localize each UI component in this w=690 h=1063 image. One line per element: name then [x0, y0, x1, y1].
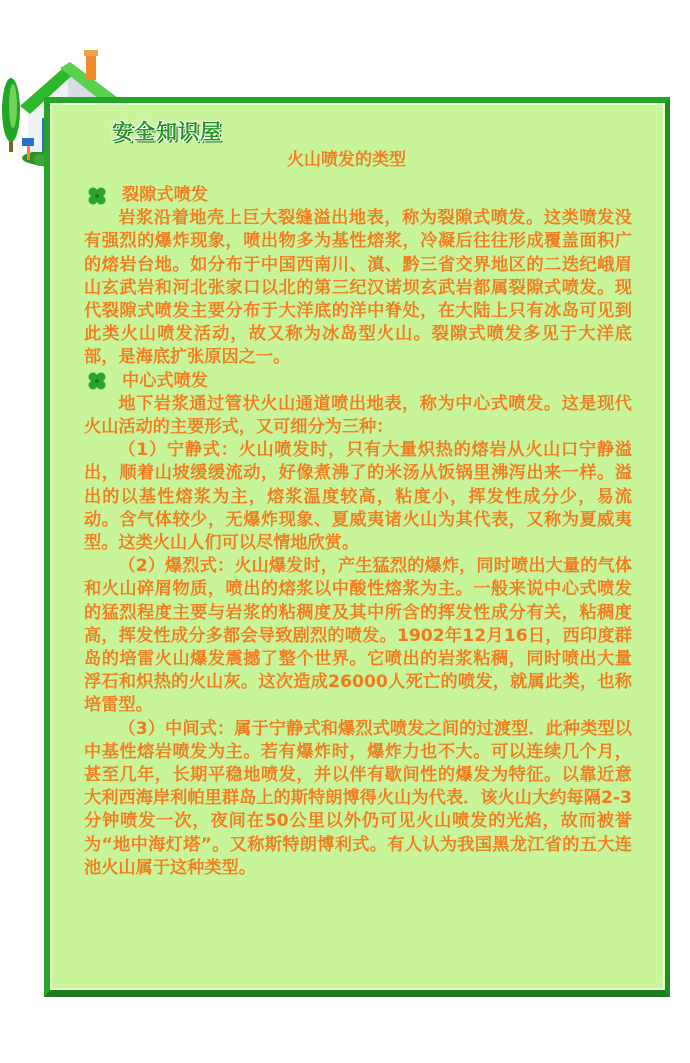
paragraph: 地下岩浆通过管状火山通道喷出地表，称为中心式喷发。这是现代火山活动的主要形式，又可细分为三种： — [84, 393, 632, 438]
section-heading-label: 裂隙式喷发 — [122, 185, 208, 205]
clover-icon — [84, 372, 110, 390]
logo-text: 安全知识屋 — [112, 120, 222, 144]
section-heading-central — [84, 370, 632, 393]
article-body — [84, 184, 632, 880]
section-heading-fissure — [84, 184, 632, 207]
section-heading-label: 中心式喷发 — [122, 370, 208, 391]
paragraph: （3）中间式：属于宁静式和爆烈式喷发之间的过渡型．此种类型以中基性熔岩喷发为主。若有爆炸时，爆炸力也不大。可以连续几个月，甚至几年，长期平稳地喷发，并以伴有歇间性的爆发为特征。以靠近意大利西海岸利帕里群岛上的斯特朗博得火山为代表．该火山大约每隔2-3分钟喷发一次，夜间在50公里以外仍可见火山喷发的光焰，故而被誉为“地中海灯塔”。又称斯特朗博利式。有人认为我国黑龙江省的五大连池火山属于这种类型。 — [84, 718, 632, 878]
paragraph: 岩浆沿着地壳上巨大裂缝溢出地表，称为裂隙式喷发。这类喷发没有强烈的爆炸现象，喷出物多为基性熔浆，冷凝后往往形成覆盖面积广的熔岩台地。如分布于中国西南川、滇、黔三省交界地区的二迭纪峨眉山玄武岩和河北张家口以北的第三纪汉诺坝玄武岩都属裂隙式喷发。现代裂隙式喷发主要分布于大洋底的洋中脊处，在大陆上只有冰岛可见到此类火山喷发活动，故又称为冰岛型火山。裂隙式喷发多见于大洋底部，是海底扩张原因之一。 — [84, 208, 632, 368]
page-title: 火山喷发的类型 — [287, 150, 406, 170]
paragraph: （2）爆烈式：火山爆发时，产生猛烈的爆炸，同时喷出大量的气体和火山碎屑物质，喷出的熔浆以中酸性熔浆为主。一般来说中心式喷发的猛烈程度主要与岩浆的粘稠度及其中所含的挥发性成分有关，粘稠度高，挥发性成分多都会导致剧烈的喷发。1902年12月16日，西印度群岛的培雷火山爆发震撼了整个世界。它喷出的岩浆粘稠，同时喷出大量浮石和炽热的火山灰。这次造成26000人死亡的喷发，就属此类，也称培雷型。 — [84, 556, 632, 716]
clover-icon — [84, 187, 110, 205]
paragraph: （1）宁静式：火山喷发时，只有大量炽热的熔岩从火山口宁静溢出，顺着山坡缓缓流动，好像煮沸了的米汤从饭锅里沸泻出来一样。溢出的以基性熔浆为主，熔浆温度较高，粘度小，挥发性成分少，易流动。含气体较少，无爆炸现象、夏威夷诸火山为其代表，又称为夏威夷型。这类火山人们可以尽情地欣赏。 — [84, 440, 632, 554]
